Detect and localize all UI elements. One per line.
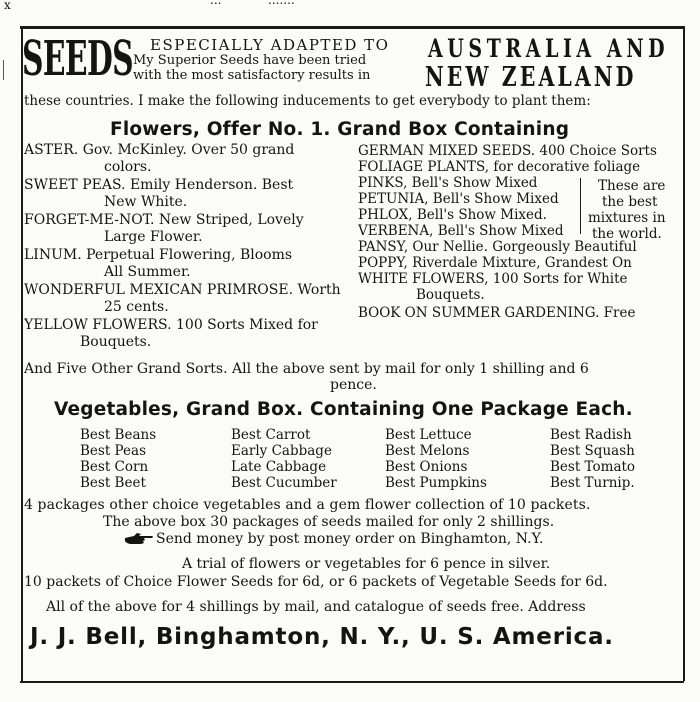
header-line-4: these countries. I make the following inducements to get everybody to plant them: (24, 93, 591, 109)
flowers-footer-line2: pence. (330, 377, 377, 393)
top-fragment-x: x (4, 0, 11, 12)
flowers-left-column (24, 142, 344, 351)
flowers-footer-line1: And Five Other Grand Sorts. All the above sent by mail for only 1 shilling and 6 (24, 361, 589, 377)
flower-item: SWEET PEAS. Emily Henderson. Best (24, 177, 294, 193)
vegetable-row (80, 475, 635, 491)
vegetable-item: Best Cucumber (231, 475, 337, 491)
vegetable-item: Best Tomato (550, 459, 636, 475)
pointing-hand-icon (124, 532, 154, 546)
vegetable-item: Best Beans (80, 427, 157, 443)
vegetable-row (80, 459, 635, 475)
header-line-1: ESPECIALLY ADAPTED TO (150, 36, 390, 54)
flower-item: YELLOW FLOWERS. 100 Sorts Mixed for (24, 317, 318, 333)
send-money-line: Send money by post money order on Binghamton, N.Y. (156, 531, 544, 547)
vegetables-line2: The above box 30 packages of seeds mailed for only 2 shillings. (103, 514, 555, 530)
trial-line1: A trial of flowers or vegetables for 6 pence in silver. (182, 556, 551, 572)
bracket-note: These are the best mixtures in the world. (588, 178, 666, 242)
vegetable-item: Best Peas (80, 443, 146, 459)
top-fragment-dots: ... (210, 0, 222, 7)
trial-line3: All of the above for 4 shillings by mail, and catalogue of seeds free. Address (46, 599, 586, 615)
flower-item-cont: Bouquets. (80, 334, 152, 350)
vegetable-item: Best Turnip. (550, 475, 635, 491)
flower-item: PETUNIA, Bell's Show Mixed (358, 191, 559, 207)
flower-item: WHITE FLOWERS, 100 Sorts for White (358, 271, 628, 287)
bracket-line (580, 178, 581, 234)
flower-item: GERMAN MIXED SEEDS. 400 Choice Sorts (358, 143, 657, 159)
country-australia: AUSTRALIA AND (428, 34, 670, 63)
flower-item: PHLOX, Bell's Show Mixed. (358, 207, 547, 223)
vegetable-grid (80, 427, 635, 491)
flower-item: VERBENA, Bell's Show Mixed (358, 223, 564, 239)
flower-item: PINKS, Bell's Show Mixed (358, 175, 538, 191)
bottom-rule (20, 681, 684, 683)
flower-item: FOLIAGE PLANTS, for decorative foliage (358, 159, 641, 175)
country-new-zealand: NEW ZEALAND (425, 62, 637, 93)
header-line-3: with the most satisfactory results in (133, 68, 371, 83)
vegetable-row (80, 443, 635, 459)
flower-item: PANSY, Our Nellie. Gorgeously Beautiful (358, 239, 637, 255)
flower-item: LINUM. Perpetual Flowering, Blooms (24, 247, 293, 263)
top-fragment-dots-2: ....... (268, 0, 295, 7)
vegetable-item: Best Lettuce (385, 427, 472, 443)
flower-item-cont: 25 cents. (104, 299, 169, 315)
vegetable-row (80, 427, 635, 443)
flower-item-cont: Bouquets. (416, 287, 485, 303)
flower-item-cont: colors. (104, 159, 152, 175)
flower-item: POPPY, Riverdale Mixture, Grandest On (358, 255, 632, 271)
vegetable-item: Best Radish (550, 427, 632, 443)
vegetable-item: Best Carrot (231, 427, 311, 443)
flower-item-cont: Large Flower. (104, 229, 203, 245)
address-signature: J. J. Bell, Binghamton, N. Y., U. S. America. (30, 624, 614, 650)
vegetables-line1: 4 packages other choice vegetables and a gem flower collection of 10 packets. (24, 497, 591, 513)
vegetable-item: Best Corn (80, 459, 149, 475)
flower-item: ASTER. Gov. McKinley. Over 50 grand (24, 142, 295, 158)
top-rule (20, 26, 684, 29)
flower-item: BOOK ON SUMMER GARDENING. Free (358, 305, 636, 321)
vegetables-heading: Vegetables, Grand Box. Containing One Package Each. (54, 399, 633, 420)
header-line-2: My Superior Seeds have been tried (133, 53, 367, 68)
vegetable-item: Best Melons (385, 443, 470, 459)
flower-item: FORGET-ME-NOT. New Striped, Lovely (24, 212, 304, 228)
vegetable-item: Early Cabbage (231, 443, 332, 459)
seeds-title: SEEDS (22, 31, 134, 87)
left-rule (21, 26, 23, 681)
flower-item: WONDERFUL MEXICAN PRIMROSE. Worth (24, 282, 341, 298)
vegetable-item: Late Cabbage (231, 459, 327, 475)
vegetable-item: Best Beet (80, 475, 146, 491)
flower-item-cont: New White. (104, 194, 188, 210)
trial-line2: 10 packets of Choice Flower Seeds for 6d, or 6 packets of Vegetable Seeds for 6d. (24, 574, 608, 590)
vegetable-item: Best Pumpkins (385, 475, 487, 491)
vegetable-item: Best Squash (550, 443, 635, 459)
vegetable-item: Best Onions (385, 459, 468, 475)
outer-left-tick (3, 60, 4, 80)
flowers-heading: Flowers, Offer No. 1. Grand Box Containing (110, 119, 570, 140)
flower-item-cont: All Summer. (104, 264, 191, 280)
right-rule (683, 26, 685, 681)
